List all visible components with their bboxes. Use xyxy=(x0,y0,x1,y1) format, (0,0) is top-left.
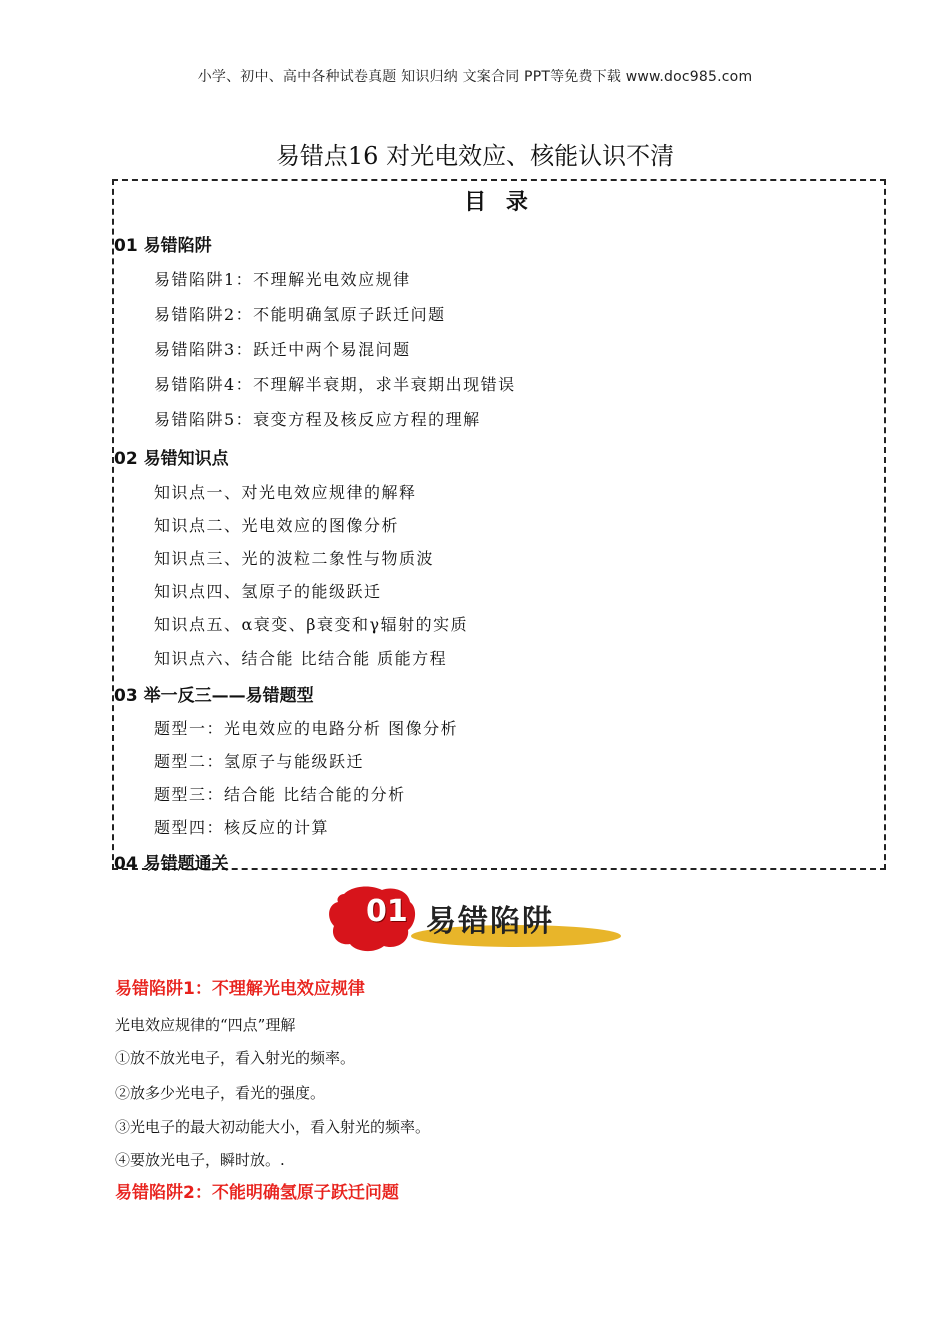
toc-item[interactable]: 易错陷阱2：不能明确氢原子跃迁问题 xyxy=(154,305,446,324)
toc-item[interactable]: 易错陷阱4：不理解半衰期，求半衰期出现错误 xyxy=(154,375,516,394)
toc-item[interactable]: 知识点六、结合能 比结合能 质能方程 xyxy=(154,649,448,668)
toc-item[interactable]: 知识点二、光电效应的图像分析 xyxy=(154,516,400,535)
point-item: ①放不放光电子，看入射光的频率。 xyxy=(115,1049,356,1067)
toc-item[interactable]: 知识点三、光的波粒二象性与物质波 xyxy=(154,549,435,568)
point-item: ③光电子的最大初动能大小，看入射光的频率。 xyxy=(115,1118,431,1136)
toc-section-1[interactable]: 01 易错陷阱 xyxy=(114,236,212,256)
toc-item[interactable]: 题型三：结合能 比结合能的分析 xyxy=(154,785,406,804)
toc-section-3[interactable]: 03 举一反三——易错题型 xyxy=(114,686,314,706)
banner-number: 01 xyxy=(366,894,408,929)
toc-item[interactable]: 知识点四、氢原子的能级跃迁 xyxy=(154,582,382,601)
section-banner xyxy=(326,884,626,954)
toc-item[interactable]: 知识点五、α衰变、β衰变和γ辐射的实质 xyxy=(154,615,469,634)
trap1-heading: 易错陷阱1：不理解光电效应规律 xyxy=(115,979,365,999)
intro-text: 光电效应规律的“四点”理解 xyxy=(115,1016,296,1034)
site-header: 小学、初中、高中各种试卷真题 知识归纳 文案合同 PPT等免费下载 www.doc985.com xyxy=(197,69,753,85)
toc-item[interactable]: 知识点一、对光电效应规律的解释 xyxy=(154,483,417,502)
toc-item[interactable]: 易错陷阱5：衰变方程及核反应方程的理解 xyxy=(154,410,481,429)
table-of-contents xyxy=(112,179,886,874)
point-item: ④要放光电子，瞬时放。. xyxy=(115,1151,285,1169)
toc-item[interactable]: 易错陷阱3：跃迁中两个易混问题 xyxy=(154,340,411,359)
point-item: ②放多少光电子，看光的强度。 xyxy=(115,1084,326,1102)
document-title: 易错点16 对光电效应、核能认识不清 xyxy=(275,142,675,170)
trap2-heading: 易错陷阱2：不能明确氢原子跃迁问题 xyxy=(115,1183,399,1203)
toc-heading: 目 录 xyxy=(464,190,534,215)
toc-section-2[interactable]: 02 易错知识点 xyxy=(114,449,229,469)
toc-item[interactable]: 题型一：光电效应的电路分析 图像分析 xyxy=(154,719,459,738)
toc-item[interactable]: 题型四：核反应的计算 xyxy=(154,818,330,837)
toc-item[interactable]: 易错陷阱1：不理解光电效应规律 xyxy=(154,270,411,289)
toc-item[interactable]: 题型二：氢原子与能级跃迁 xyxy=(154,752,365,771)
banner-title: 易错陷阱 xyxy=(426,904,554,939)
toc-section-4[interactable]: 04 易错题通关 xyxy=(114,854,229,874)
